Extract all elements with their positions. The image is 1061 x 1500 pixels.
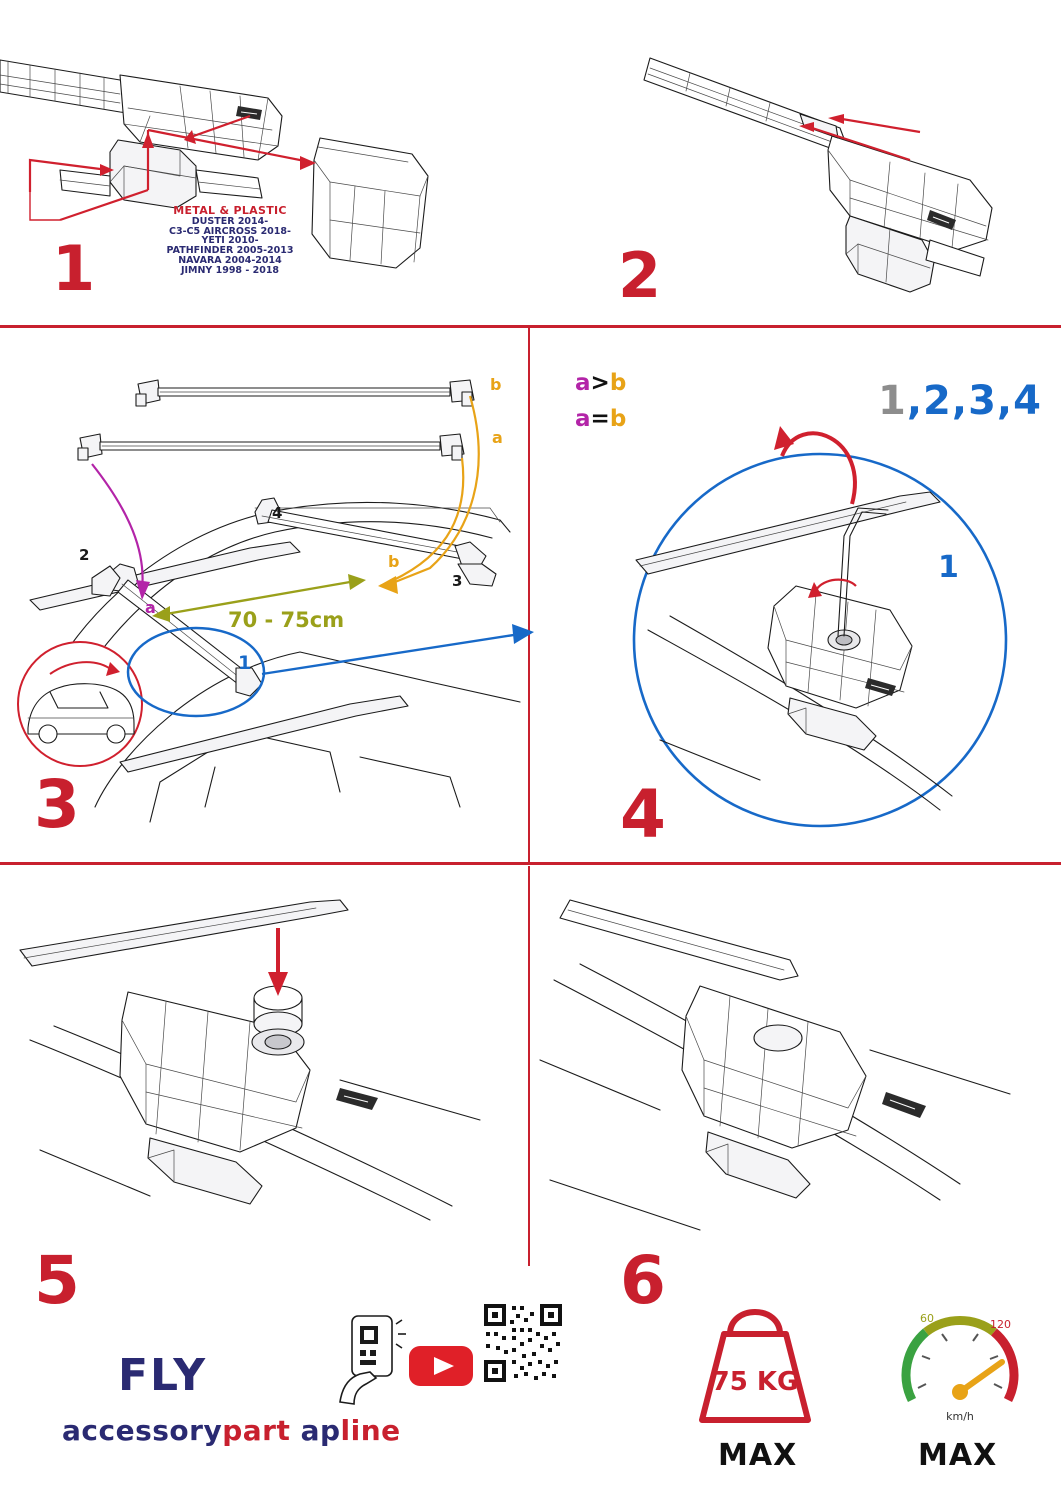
bar-label-a-top: a: [492, 428, 503, 447]
position-label-3: 3: [452, 572, 463, 590]
step-6-illustration: [540, 880, 1040, 1240]
divider-row-1: [0, 325, 1061, 328]
vehicle-item: JIMNY 1998 - 2018: [180, 265, 280, 277]
youtube-icon[interactable]: [408, 1342, 474, 1390]
max-speed-gauge-icon: [890, 1296, 1030, 1436]
step-1-vehicle-note: [120, 205, 340, 276]
compare-op: >: [590, 370, 610, 396]
position-label-1: 1: [238, 652, 252, 674]
step-2-illustration: [600, 40, 1050, 310]
step-5-illustration: [10, 880, 510, 1240]
metal-plastic-title: METAL & PLASTIC: [173, 204, 287, 217]
step-number-4: 4: [620, 776, 666, 853]
gauge-min-label: 60: [920, 1312, 934, 1325]
max-load-icon: [690, 1300, 820, 1430]
max-speed-label: MAX: [918, 1438, 998, 1473]
compare-left: a: [575, 406, 591, 432]
bar-label-b-top: b: [490, 375, 502, 394]
gauge-unit-label: km/h: [946, 1410, 974, 1423]
max-load-value: 75 KG: [711, 1367, 799, 1397]
compare-right: b: [609, 370, 627, 396]
step-4-callout-1: 1: [938, 550, 959, 585]
compare-a-greater-b: [575, 370, 626, 396]
max-load-label: MAX: [718, 1438, 798, 1473]
bar-label-a-low: a: [145, 598, 156, 617]
distance-label: 70 - 75cm: [228, 608, 345, 632]
gauge-max-label: 120: [990, 1318, 1011, 1331]
position-label-2: 2: [79, 546, 90, 564]
brand-fly: [118, 1350, 207, 1401]
step-4-sequence: [878, 378, 1042, 424]
vehicle-item: DUSTER 2014-: [191, 215, 269, 227]
scan-qr-phone-icon: [330, 1312, 420, 1407]
step-number-5: 5: [34, 1242, 80, 1319]
divider-column-mid: [528, 328, 530, 862]
brand-accessory: accessory: [62, 1414, 223, 1447]
brand-ap: ap: [300, 1414, 341, 1447]
brand-line: line: [340, 1414, 401, 1447]
brand-subline: [62, 1414, 401, 1447]
step-number-1: 1: [52, 232, 96, 305]
compare-op: =: [590, 406, 610, 432]
sequence-first: 1: [878, 378, 907, 424]
divider-row-2: [0, 862, 1061, 865]
compare-a-equal-b: [575, 406, 626, 432]
vehicle-item: YETI 2010-: [201, 235, 259, 247]
step-4-illustration: [600, 440, 1040, 830]
bar-label-b-low: b: [388, 552, 400, 571]
brand-fly-text: FLY: [118, 1350, 208, 1401]
compare-right: b: [609, 406, 627, 432]
vehicle-item: PATHFINDER 2005-2013: [166, 245, 294, 257]
divider-column-mid-lower: [528, 866, 530, 1266]
step-number-2: 2: [618, 239, 662, 312]
position-label-4: 4: [272, 504, 283, 522]
sequence-rest: ,2,3,4: [906, 378, 1042, 424]
vehicle-item: C3-C5 AIRCROSS 2018-: [169, 225, 291, 237]
brand-part: part: [222, 1414, 291, 1447]
vehicle-item: NAVARA 2004-2014: [178, 255, 282, 267]
step-number-6: 6: [620, 1242, 666, 1319]
compare-left: a: [575, 370, 591, 396]
qr-code: [482, 1302, 564, 1384]
step-number-3: 3: [34, 766, 80, 843]
